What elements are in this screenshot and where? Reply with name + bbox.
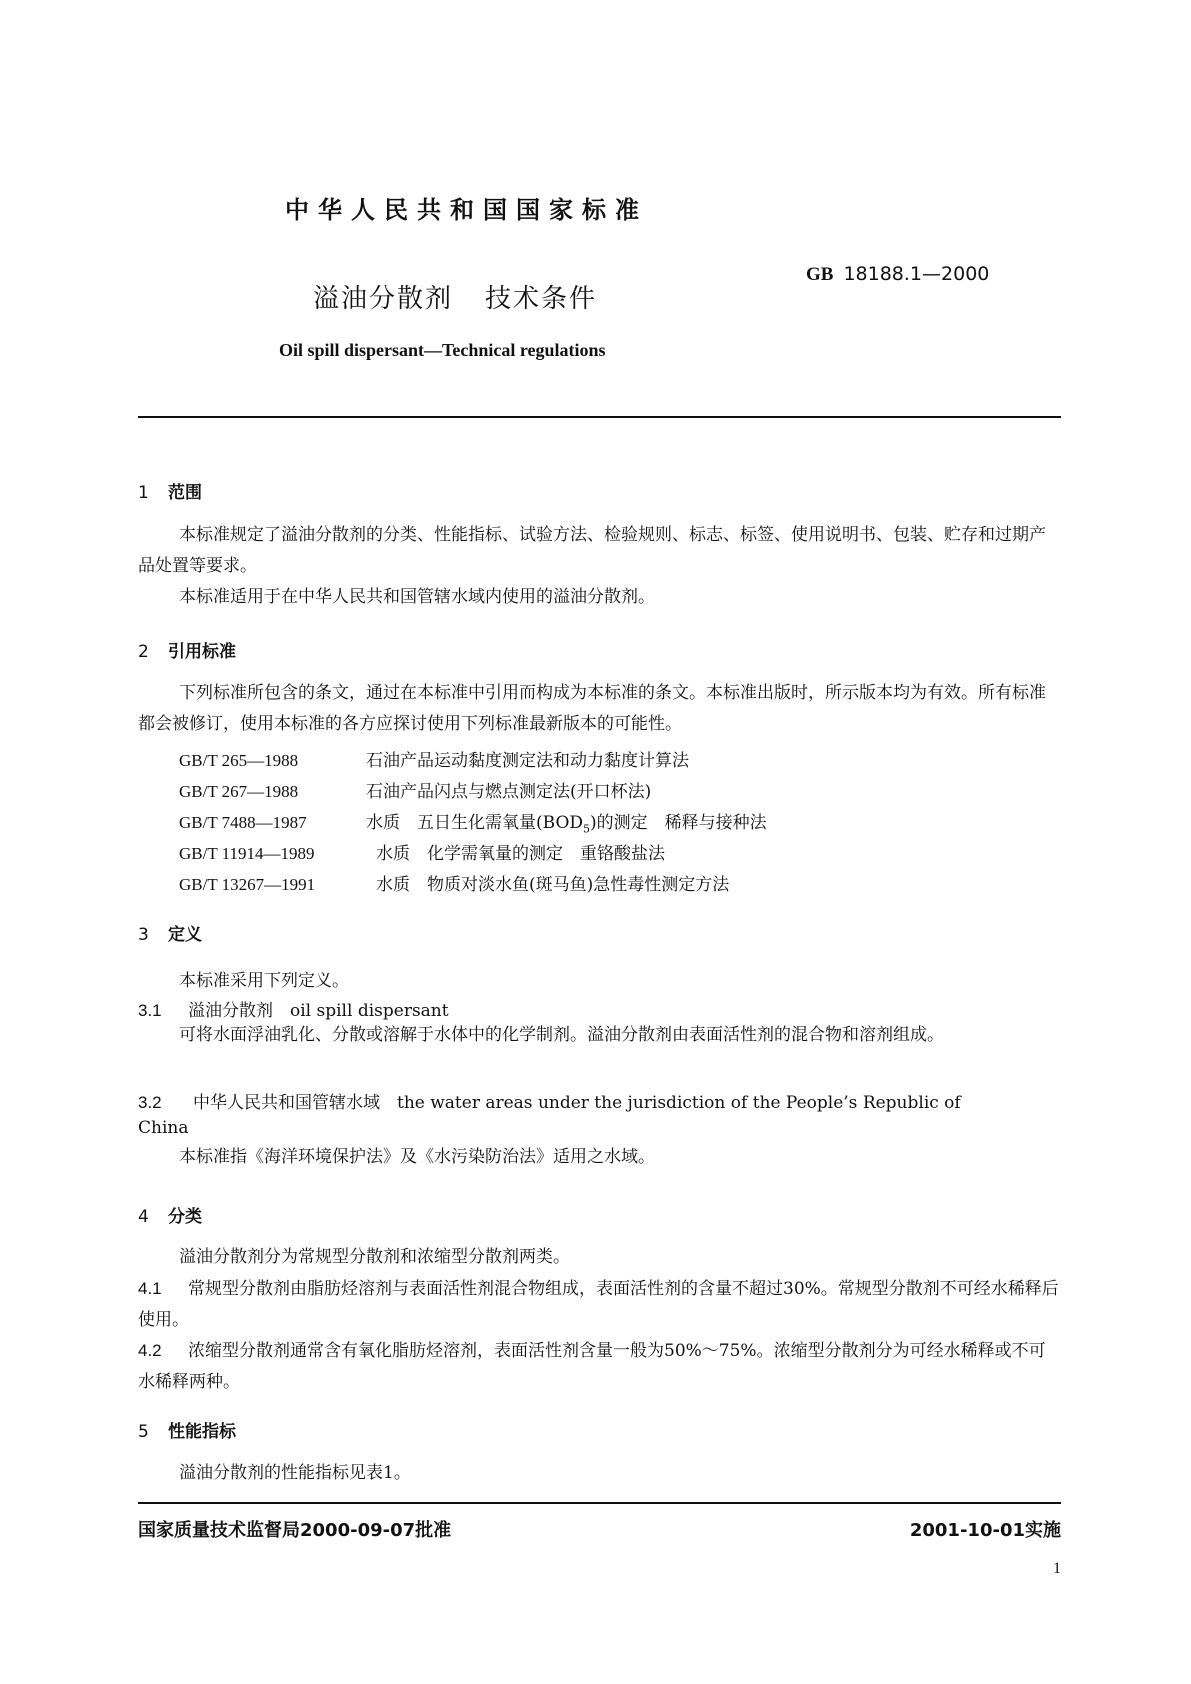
reference-code: GB/T 13267—1991 bbox=[179, 875, 316, 894]
effective-date: 2001-10-01实施 bbox=[909, 1520, 1061, 1541]
section-number: 2 bbox=[138, 642, 149, 662]
section-number: 4 bbox=[138, 1207, 149, 1227]
header-rule bbox=[138, 416, 1061, 418]
title-cn-part1: 溢油分散剂 bbox=[313, 284, 454, 314]
section-title: 定义 bbox=[168, 925, 202, 945]
section-number: 3 bbox=[138, 925, 149, 945]
section-title: 性能指标 bbox=[168, 1422, 236, 1442]
standard-code: 18188.1—2000 bbox=[843, 263, 990, 285]
clause-4-1: 4.1 常规型分散剂由脂肪烃溶剂与表面活性剂混合物组成，表面活性剂的含量不超过30%。常规型分散剂不可经水稀释后使用。 bbox=[138, 1279, 1059, 1330]
section-number: 1 bbox=[138, 483, 149, 503]
reference-item bbox=[179, 808, 767, 835]
section-3-heading bbox=[138, 920, 202, 945]
clause-4-2: 4.2 浓缩型分散剂通常含有氧化脂肪烃溶剂，表面活性剂含量一般为50%～75%。浓缩型分散剂分为可经水稀释或不可水稀释两种。 bbox=[138, 1341, 1046, 1392]
section-4-heading bbox=[138, 1202, 202, 1227]
clause-3-2-term-cont: China bbox=[138, 1118, 189, 1138]
clause-3-1-definition: 可将水面浮油乳化、分散或溶解于水体中的化学制剂。溢油分散剂由表面活性剂的混合物和溶剂组成。 bbox=[179, 1025, 944, 1045]
document-title-cn bbox=[313, 278, 597, 315]
s3-intro: 本标准采用下列定义。 bbox=[179, 971, 349, 991]
reference-title: 水质 五日生化需氧量$(BOD_5)$的测定 稀释与接种法 bbox=[366, 813, 767, 836]
s1-paragraph-2: 本标准适用于在中华人民共和国管辖水域内使用的溢油分散剂。 bbox=[179, 587, 655, 607]
footer-rule bbox=[138, 1502, 1061, 1504]
reference-item bbox=[179, 746, 689, 771]
reference-code: GB/T 267—1988 bbox=[179, 782, 299, 801]
reference-title: 水质 物质对淡水鱼(斑马鱼)急性毒性测定方法 bbox=[376, 875, 730, 895]
clause-3-2-term: 3.2 中华人民共和国管辖水域 the water areas under the jurisdiction of the People’s Republic of bbox=[138, 1093, 961, 1113]
approval-date: 国家质量技术监督局2000-09-07批准 bbox=[138, 1520, 452, 1541]
reference-title: 石油产品闪点与燃点测定法(开口杯法) bbox=[366, 782, 652, 802]
reference-code: GB/T 11914—1989 bbox=[179, 844, 315, 863]
section-1-heading bbox=[138, 478, 202, 503]
national-standard-title: 中华人民共和国国家标准 bbox=[285, 196, 648, 224]
section-title: 范围 bbox=[168, 483, 202, 503]
section-title: 引用标准 bbox=[168, 642, 236, 662]
reference-code: GB/T 265—1988 bbox=[179, 751, 299, 770]
reference-code: GB/T 7488—1987 bbox=[179, 813, 307, 832]
standard-prefix: GB bbox=[806, 264, 834, 285]
section-number: 5 bbox=[138, 1422, 149, 1442]
document-title-en: Oil spill dispersant—Technical regulations bbox=[279, 340, 606, 360]
clause-3-2-definition: 本标准指《海洋环境保护法》及《水污染防治法》适用之水域。 bbox=[179, 1147, 655, 1167]
reference-item bbox=[179, 870, 729, 895]
page-number: 1 bbox=[1053, 1560, 1061, 1577]
s2-paragraph-1: 下列标准所包含的条文，通过在本标准中引用而构成为本标准的条文。本标准出版时，所示版本均为有效。所有标准都会被修订，使用本标准的各方应探讨使用下列标准最新版本的可能性。 bbox=[138, 683, 1046, 734]
reference-item bbox=[179, 839, 665, 864]
reference-title: 石油产品运动黏度测定法和动力黏度计算法 bbox=[366, 751, 689, 771]
s1-paragraph-1: 本标准规定了溢油分散剂的分类、性能指标、试验方法、检验规则、标志、标签、使用说明书、包装、贮存和过期产品处置等要求。 bbox=[138, 525, 1046, 576]
s5-paragraph-1: 溢油分散剂的性能指标见表1。 bbox=[179, 1463, 411, 1483]
section-5-heading bbox=[138, 1417, 236, 1442]
section-title: 分类 bbox=[168, 1207, 202, 1227]
s4-intro: 溢油分散剂分为常规型分散剂和浓缩型分散剂两类。 bbox=[179, 1247, 570, 1267]
standard-number bbox=[806, 263, 989, 286]
section-2-heading bbox=[138, 637, 236, 662]
reference-title: 水质 化学需氧量的测定 重铬酸盐法 bbox=[376, 844, 665, 864]
reference-item bbox=[179, 777, 651, 802]
title-cn-part2: 技术条件 bbox=[485, 284, 598, 314]
clause-3-1-term: 3.1 溢油分散剂 oil spill dispersant bbox=[138, 1001, 449, 1021]
